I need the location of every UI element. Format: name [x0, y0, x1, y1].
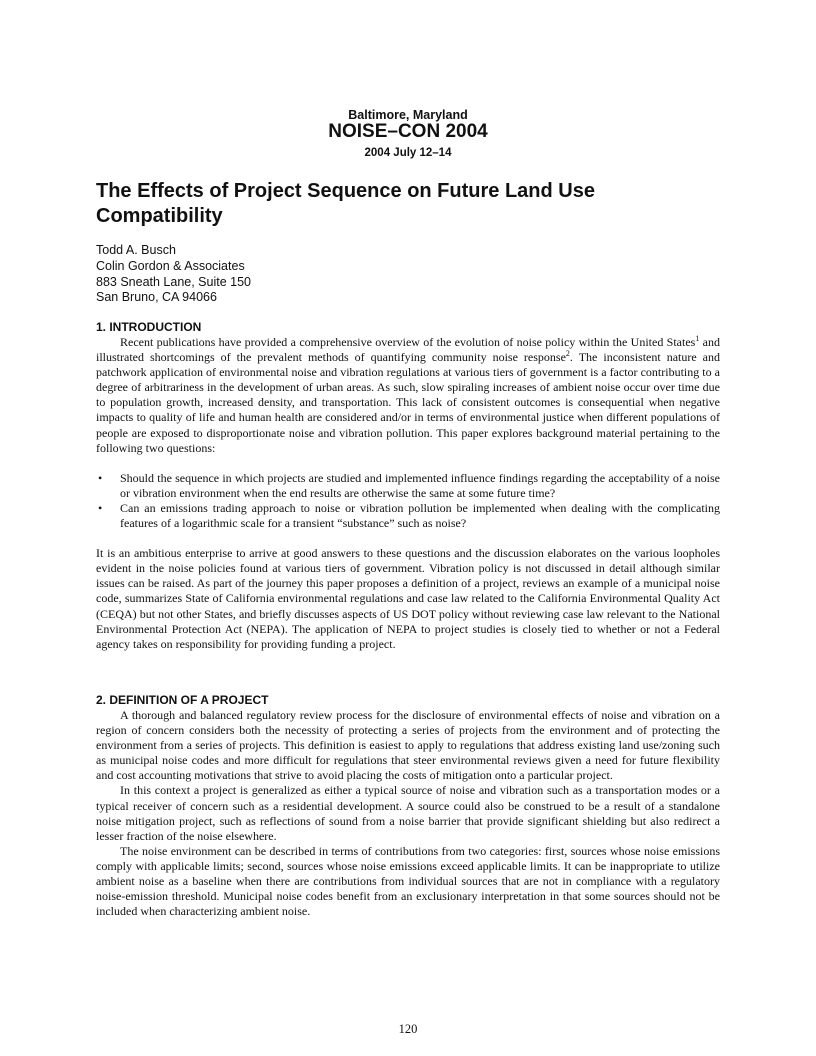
list-item: • Should the sequence in which projects are studied and implemented influence findings regarding the acceptability of a noise or vibration environment when the end results are otherwise the same at some future time? — [98, 470, 720, 500]
paragraph: It is an ambitious enterprise to arrive at good answers to these questions and the discussion elaborates on the various loopholes evident in the noise policies found at various tiers of government. Vibration policy is not discussed in detail although similar issues can be raised. As part of the journey this paper proposes a definition of a project, reviews an example of a municipal noise code, summarizes State of California environmental regulations and case law related to the California Environmental Quality Act (CEQA) but not other States, and briefly discusses aspects of US DOT policy without reviewing case law relevant to the National Environmental Protection Act (NEPA). The application of NEPA to project studies is closely tied to whether or not a Federal agency takes on responsibility for providing funding a project. — [96, 546, 720, 651]
reference-marker: 1 — [695, 334, 700, 343]
paragraph: A thorough and balanced regulatory review process for the disclosure of environmental effects of noise and vibration on a region of concern considers both the necessity of protecting a series of projects from the environment and of protecting the environment from a series of projects. This definition is easiest to apply to regulations that address existing land use/zoning such as municipal noise codes and more difficult for regulations that steer environmental reviews given a need for future flexibility and cost accounting motivations that strive to avoid placing the costs of mitigation onto a particular project. — [96, 708, 720, 783]
author-organization: Colin Gordon & Associates — [96, 258, 245, 273]
paragraph: In this context a project is generalized as either a typical source of noise and vibration such as a transportation modes or a typical receiver of concern such as a residential development. A source could also be construed to be a result of a standalone noise mitigation project, such as reflections of sound from a noise barrier that provide significant shielding but also redirect a lesser fraction of the noise elsewhere. — [96, 783, 720, 843]
conference-dates: 2004 July 12–14 — [364, 147, 452, 159]
author-block — [96, 243, 251, 306]
list-item: • Can an emissions trading approach to noise or vibration pollution be implemented when dealing with the complicating features of a logarithmic scale for a transient “substance” such as noise? — [98, 500, 720, 531]
paragraph: The noise environment can be described in terms of contributions from two categories: first, sources whose noise emissions comply with applicable limits; second, sources whose noise emissions exceed applicable limits. It can be inappropriate to utilize ambient noise as a baseline when there are contributions from individual sources that are not in compliance with a regulatory noise-emission threshold. Municipal noise codes benefit from an exclusionary interpretation in that some sources should not be included when characterizing ambient noise. — [96, 843, 720, 919]
author-name: Todd A. Busch — [96, 243, 176, 257]
conference-name: NOISE–CON 2004 — [328, 121, 488, 142]
section-definition — [96, 693, 720, 919]
page-number: 120 — [398, 1022, 418, 1036]
section-introduction — [96, 320, 720, 652]
paper-title: The Effects of Project Sequence on Future Land Use Compatibility — [96, 180, 595, 227]
paragraph: Recent publications have provided a comprehensive overview of the evolution of noise policy within the United States$^1$ and illustrated shortcomings of the prevalent methods of quantifying community noise response$^2$. The inconsistent nature and patchwork application of environmental noise and vibration regulations at various tiers of government is a factor contributing to a degree of arbitrariness in the development of urban areas. As such, slow spiraling increases of ambient noise occur over time due to population growth, increased density, and transportation. This lack of consistent outcomes is consequential when negative impacts to quality of life and human health are considered and/or in terms of environmental justice when different populations of people are exposed to disproportionate noise and vibration pollution. This paper explores background material pertaining to the following two questions: — [96, 334, 720, 455]
reference-marker: 2 — [565, 349, 570, 359]
section-heading: 1. INTRODUCTION — [96, 320, 202, 334]
bullet-icon: • — [98, 470, 103, 485]
bullet-icon: • — [98, 500, 103, 515]
author-city: San Bruno, CA 94066 — [96, 290, 217, 305]
section-heading: 2. DEFINITION OF A PROJECT — [96, 693, 269, 707]
author-street: 883 Sneath Lane, Suite 150 — [96, 274, 251, 289]
question-list — [96, 471, 720, 531]
conference-location: Baltimore, Maryland — [348, 108, 468, 122]
